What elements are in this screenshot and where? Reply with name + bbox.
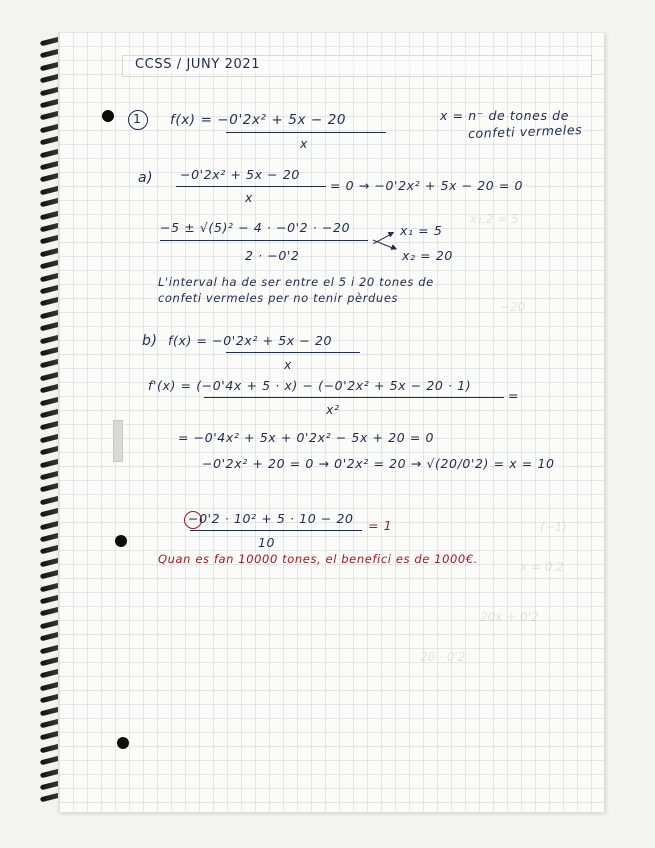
fraction-bar (226, 132, 386, 133)
derivative-numerator: f'(x) = (−0'4x + 5 · x) − (−0'2x² + 5x − 20 · 1) (148, 378, 472, 393)
part-b-function-numerator: f(x) = −0'2x² + 5x − 20 (168, 333, 333, 348)
function-definition: f(x) = −0'2x² + 5x − 20 (170, 112, 347, 128)
derivative-equals: = (508, 388, 520, 403)
part-b-label: b) (142, 333, 158, 349)
fraction-bar (204, 397, 504, 398)
part-b-answer: Quan es fan 10000 tones, el benefici es de 1000€. (158, 552, 479, 566)
part-b-function-denominator: x (284, 357, 292, 372)
quadratic-formula-denominator: 2 · −0'2 (245, 248, 300, 263)
fraction-bar (190, 530, 362, 531)
function-denominator: x (300, 136, 308, 151)
evaluation-numerator: −0'2 · 10² + 5 · 10 − 20 (188, 511, 354, 526)
variable-note-line2: confeti vermeles (467, 122, 583, 141)
part-a-equation-result: = 0 → −0'2x² + 5x − 20 = 0 (330, 178, 524, 193)
page-header: CCSS / JUNY 2021 (135, 57, 261, 72)
part-a-denominator: x (245, 190, 253, 205)
part-a-label: a) (138, 170, 154, 186)
part-a-conclusion-line1: L'interval ha de ser entre el 5 i 20 tones de (158, 275, 434, 289)
fraction-bar (160, 240, 368, 241)
punch-hole (117, 737, 129, 749)
punch-hole (102, 110, 114, 122)
variable-note-line1: x = n⁻ de tones de (440, 108, 569, 123)
fraction-bar (176, 186, 326, 187)
root-2: x₂ = 20 (402, 248, 453, 263)
derivative-simplification: = −0'4x² + 5x + 0'2x² − 5x + 20 = 0 (178, 430, 435, 445)
derivative-denominator: x² (326, 402, 340, 417)
evaluation-result: = 1 (368, 518, 393, 533)
notebook-page (58, 32, 604, 812)
problem-number: 1 (133, 111, 142, 126)
punch-hole (115, 535, 127, 547)
root-1: x₁ = 5 (400, 223, 443, 238)
derivative-solution: −0'2x² + 20 = 0 → 0'2x² = 20 → √(20/0'2) = x = 10 (202, 456, 555, 471)
page-tab (113, 420, 123, 462)
part-a-numerator: −0'2x² + 5x − 20 (180, 167, 300, 182)
quadratic-formula-numerator: −5 ± √(5)² − 4 · −0'2 · −20 (160, 220, 351, 235)
fraction-bar (226, 352, 360, 353)
evaluation-denominator: 10 (258, 535, 276, 550)
part-a-conclusion-line2: confeti vermeles per no tenir pèrdues (158, 291, 399, 305)
